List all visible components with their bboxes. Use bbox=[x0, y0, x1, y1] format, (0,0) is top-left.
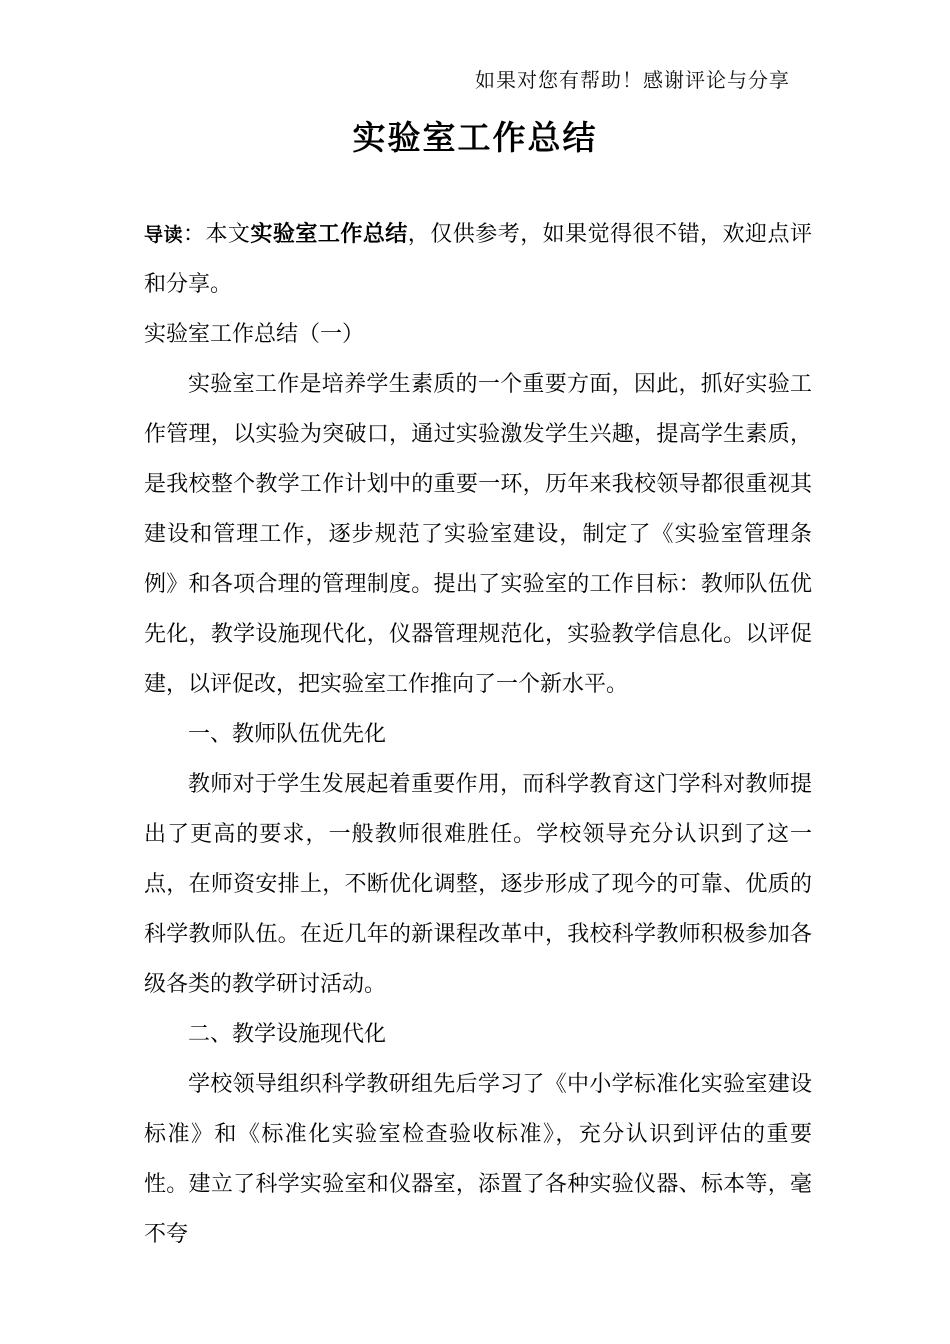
intro-colon: ：本文 bbox=[182, 222, 251, 247]
intro-label: 导读 bbox=[144, 224, 183, 246]
document-body bbox=[144, 210, 812, 1260]
body-paragraph-2: 教师对于学生发展起着重要作用，而科学教育这门学科对教师提出了更高的要求，一般教师很难胜任。学校领导充分认识到了这一点，在师资安排上，不断优化调整，逐步形成了现今的可靠、优质的科学教师队伍。在近几年的新课程改革中，我校科学教师积极参加各级各类的教学研讨活动。 bbox=[144, 772, 812, 997]
intro-bold-title: 实验室工作总结 bbox=[250, 222, 408, 247]
intro-rest: ，仅供参考，如果觉得很不错，欢迎点评和分享。 bbox=[144, 222, 812, 297]
header-note: 如果对您有帮助！感谢评论与分享 bbox=[475, 68, 790, 92]
intro-paragraph bbox=[144, 210, 812, 310]
body-paragraph-3: 学校领导组织科学教研组先后学习了《中小学标准化实验室建设标准》和《标准化实验室检查验收标准》，充分认识到评估的重要性。建立了科学实验室和仪器室，添置了各种实验仪器、标本等，毫不夸 bbox=[144, 1072, 812, 1247]
body-paragraph-1: 实验室工作是培养学生素质的一个重要方面，因此，抓好实验工作管理，以实验为突破口，通过实验激发学生兴趣，提高学生素质，是我校整个教学工作计划中的重要一环，历年来我校领导都很重视其建设和管理工作，逐步规范了实验室建设，制定了《实验室管理条例》和各项合理的管理制度。提出了实验室的工作目标：教师队伍优先化，教学设施现代化，仪器管理规范化，实验教学信息化。以评促建，以评促改，把实验室工作推向了一个新水平。 bbox=[144, 372, 812, 697]
subheading-2: 二、教学设施现代化 bbox=[188, 1022, 387, 1047]
document-title: 实验室工作总结 bbox=[352, 118, 598, 157]
subheading-1: 一、教师队伍优先化 bbox=[188, 722, 387, 747]
section-heading: 实验室工作总结（一） bbox=[144, 322, 365, 347]
